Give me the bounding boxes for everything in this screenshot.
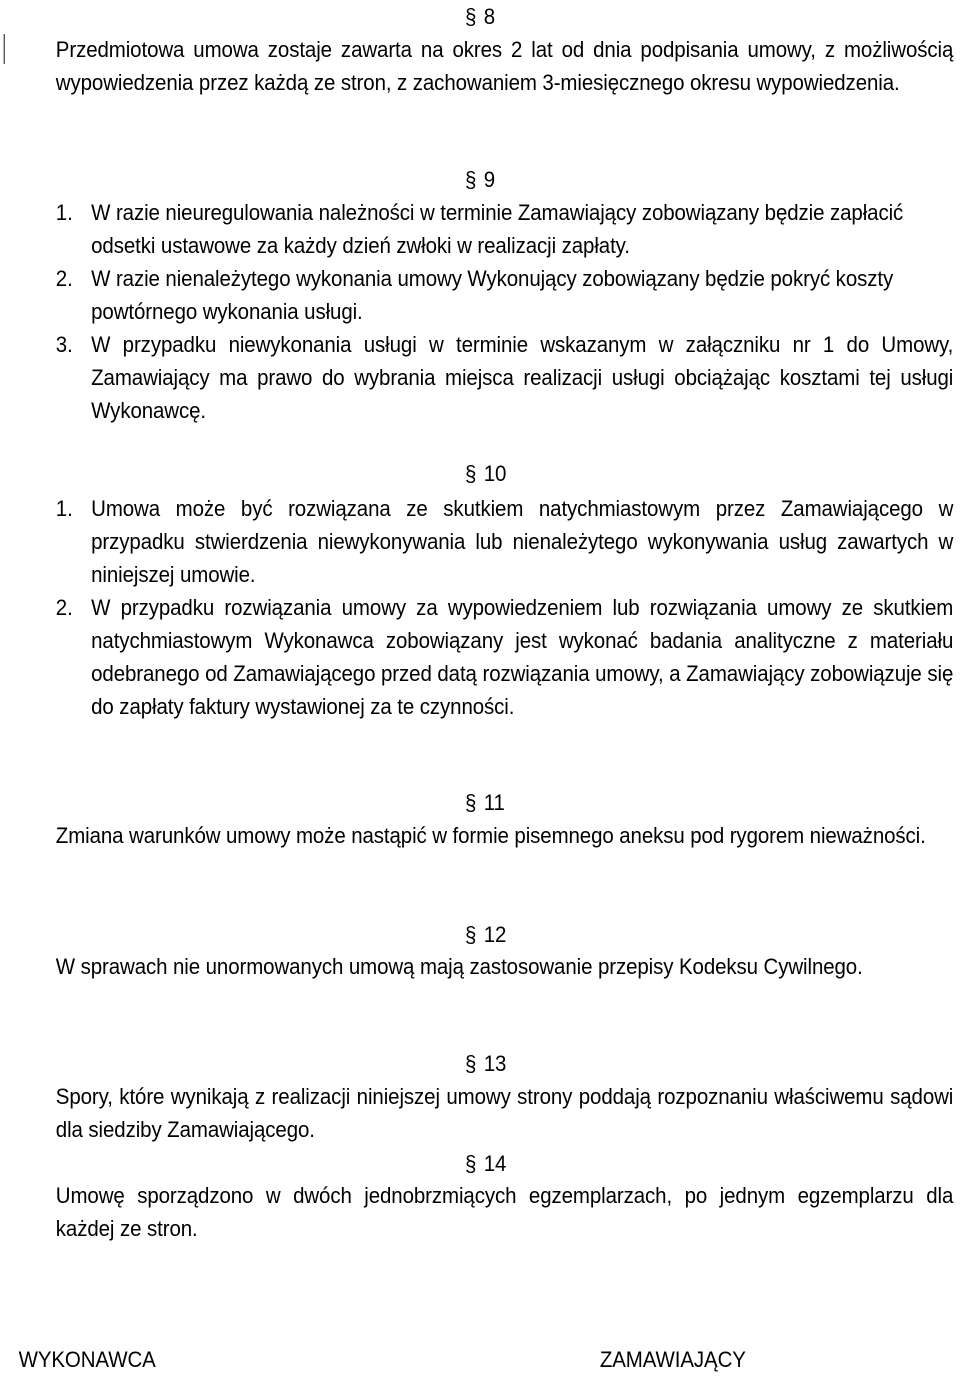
section-11-text: Zmiana warunków umowy może nastąpić w formie pisemnego aneksu pod rygorem nieważności. <box>55 823 926 848</box>
section-9-list <box>56 196 953 427</box>
section-sign: § <box>465 922 477 947</box>
list-item-text: Umowa może być rozwiązana ze skutkiem natychmiastowym przez Zamawiającego w przypadku stwierdzenia niewykonywania lub nienależytego wykonywania usług zawartych w niniejszej umowie. <box>91 496 954 587</box>
list-item-number: 3. <box>55 332 73 357</box>
section-number: 10 <box>483 461 507 486</box>
section-number: 8 <box>483 4 496 29</box>
list-item <box>56 262 953 328</box>
section-11-heading <box>465 790 505 816</box>
section-sign: § <box>465 1051 477 1076</box>
signature-contractor: WYKONAWCA <box>18 1347 156 1372</box>
section-14-heading <box>465 1151 506 1177</box>
section-sign: § <box>465 790 477 815</box>
section-number: 11 <box>483 790 505 815</box>
section-number: 12 <box>483 922 507 947</box>
section-sign: § <box>465 1151 477 1176</box>
section-8-text: Przedmiotowa umowa zostaje zawarta na okres 2 lat od dnia podpisania umowy, z możliwością wypowiedzenia przez każdą ze stron, z zachowaniem 3-miesięcznego okresu wypowiedzenia. <box>55 37 954 95</box>
list-item-number: 1. <box>55 200 73 225</box>
section-number: 13 <box>483 1051 507 1076</box>
list-item <box>56 591 953 723</box>
list-item-text: W razie nieuregulowania należności w terminie Zamawiający zobowiązany będzie zapłacić odsetki ustawowe za każdy dzień zwłoki w realizacji zapłaty. <box>91 200 904 258</box>
section-10-heading <box>465 461 506 487</box>
list-item-number: 2. <box>55 595 73 620</box>
section-14-text: Umowę sporządzono w dwóch jednobrzmiących egzemplarzach, po jednym egzemplarzu dla każdej ze stron. <box>55 1183 954 1241</box>
section-number: 14 <box>483 1151 507 1176</box>
text-cursor <box>4 34 5 64</box>
list-item <box>56 328 953 427</box>
list-item <box>56 196 953 262</box>
section-sign: § <box>465 461 477 486</box>
section-10-list <box>56 492 953 723</box>
list-item-number: 1. <box>55 496 73 521</box>
list-item-text: W przypadku rozwiązania umowy za wypowiedzeniem lub rozwiązania umowy ze skutkiem natychmiastowym Wykonawca zobowiązany jest wykonać badania analityczne z materiału odebranego od Zamawiającego przed datą rozwiązania umowy, a Zamawiający zobowiązuje się do zapłaty faktury wystawionej za te czynności. <box>91 595 954 719</box>
section-13-heading <box>465 1051 506 1077</box>
section-12-heading <box>465 922 506 948</box>
section-9-heading <box>465 167 495 193</box>
section-13-text: Spory, które wynikają z realizacji niniejszej umowy strony poddają rozpoznaniu właściwemu sądowi dla siedziby Zamawiającego. <box>55 1084 954 1142</box>
list-item-number: 2. <box>55 266 73 291</box>
section-sign: § <box>465 167 477 192</box>
section-number: 9 <box>483 167 496 192</box>
section-12-text: W sprawach nie unormowanych umową mają zastosowanie przepisy Kodeksu Cywilnego. <box>55 954 863 979</box>
section-8-heading <box>465 4 495 30</box>
list-item-text: W przypadku niewykonania usługi w terminie wskazanym w załączniku nr 1 do Umowy, Zamawiający ma prawo do wybrania miejsca realizacji usługi obciążając kosztami tej usługi Wykonawcę. <box>91 332 954 423</box>
section-sign: § <box>465 4 477 29</box>
list-item <box>56 492 953 591</box>
list-item-text: W razie nienależytego wykonania umowy Wykonujący zobowiązany będzie pokryć koszty powtórnego wykonania usługi. <box>91 266 894 324</box>
signature-client: ZAMAWIAJĄCY <box>599 1347 746 1372</box>
